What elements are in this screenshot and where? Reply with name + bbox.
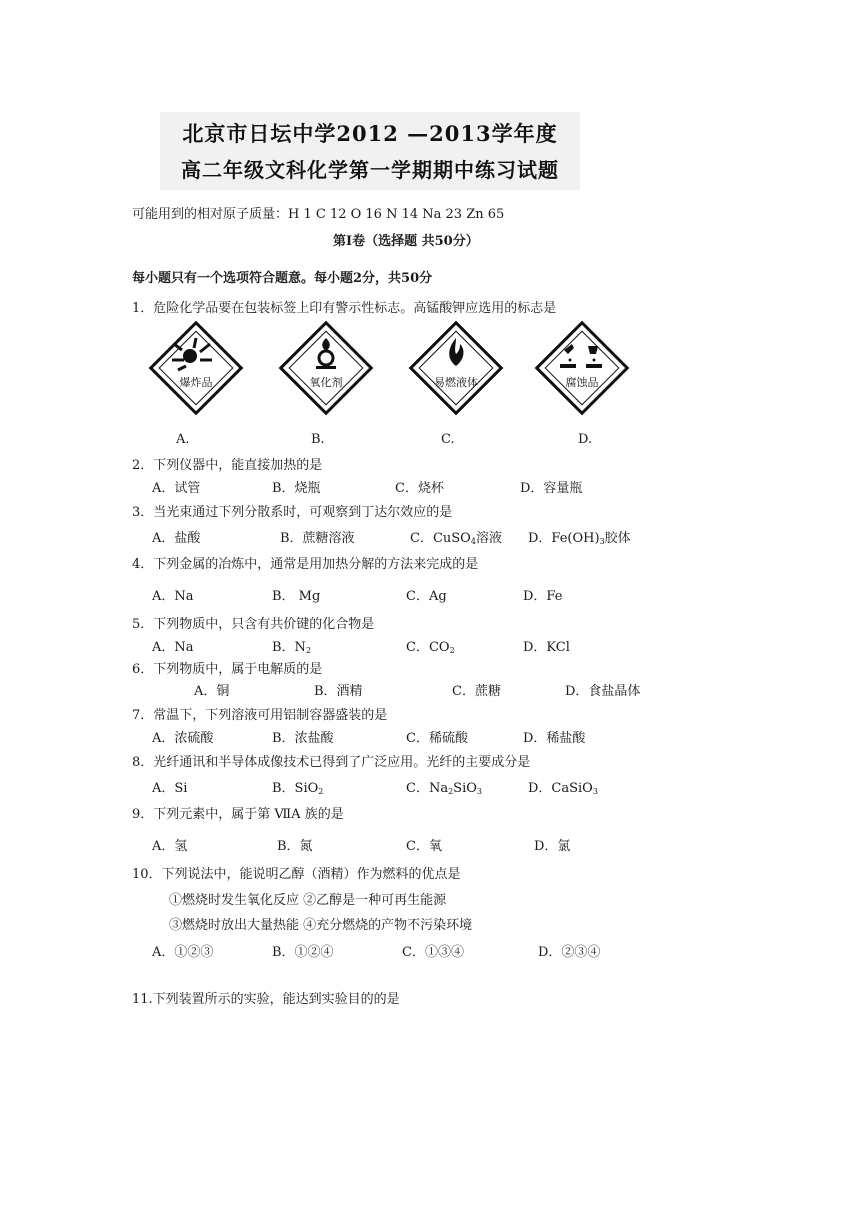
flammable-liquid-sign bbox=[408, 320, 504, 416]
sign-label-corrosive: 腐蚀品 bbox=[565, 376, 599, 389]
q11-stem: 11.下列装置所示的实验，能达到实验目的的是 bbox=[132, 992, 400, 1007]
q6-option-c: C．蔗糖 bbox=[452, 684, 501, 699]
q3-d-subscript: 3 bbox=[599, 537, 605, 546]
q6-option-b: B．酒精 bbox=[314, 684, 363, 699]
q6-option-d: D．食盐晶体 bbox=[565, 684, 641, 699]
q10-stem: 10．下列说法中，能说明乙醇（酒精）作为燃料的优点是 bbox=[132, 867, 461, 882]
q8-option-b bbox=[272, 777, 323, 796]
title-banner bbox=[160, 112, 580, 190]
q7-option-c: C．稀硫酸 bbox=[406, 731, 468, 746]
corrosive-sign bbox=[534, 320, 630, 416]
q7-option-a: A．浓硫酸 bbox=[152, 731, 214, 746]
q8-c-subscript-1: 2 bbox=[448, 787, 454, 796]
q3-option-b: B．蔗糖溶液 bbox=[280, 531, 355, 546]
q3-option-c bbox=[410, 527, 502, 546]
q5-c-subscript: 2 bbox=[449, 646, 455, 655]
q10-option-a: A．①②③ bbox=[152, 945, 214, 960]
q10-option-c: C．①③④ bbox=[402, 945, 464, 960]
q8-b-subscript: 2 bbox=[318, 787, 324, 796]
corrosive-icon bbox=[534, 320, 630, 416]
q2-option-a: A．试管 bbox=[152, 481, 201, 496]
instructions: 每小题只有一个选项符合题意。每小题2分，共50分 bbox=[132, 271, 433, 286]
q4-option-b: B． Mg bbox=[272, 589, 321, 604]
q3-c-subscript: 4 bbox=[470, 537, 476, 546]
q6-stem: 6．下列物质中，属于电解质的是 bbox=[132, 662, 323, 677]
oxidizer-sign bbox=[278, 320, 374, 416]
q3-d-suffix: 胶体 bbox=[604, 531, 631, 546]
q4-option-d: D．Fe bbox=[523, 589, 563, 604]
q5-c-formula: C．CO bbox=[406, 640, 450, 655]
q5-option-b bbox=[272, 636, 311, 655]
q4-stem: 4．下列金属的冶炼中，通常是用加热分解的方法来完成的是 bbox=[132, 557, 479, 572]
q9-option-d: D．氯 bbox=[534, 839, 571, 854]
q9-option-a: A．氢 bbox=[152, 839, 188, 854]
q9-stem: 9．下列元素中，属于第 ⅦA 族的是 bbox=[132, 807, 344, 822]
q8-b-formula: B．SiO bbox=[272, 781, 319, 796]
q10-option-d: D．②③④ bbox=[538, 945, 601, 960]
q6-option-a: A．铜 bbox=[194, 684, 230, 699]
q1-option-c: C. bbox=[441, 432, 455, 447]
q2-stem: 2．下列仪器中，能直接加热的是 bbox=[132, 458, 323, 473]
q3-option-d bbox=[528, 527, 631, 546]
q8-d-formula: D．CaSiO bbox=[528, 781, 593, 796]
q1-option-d: D. bbox=[578, 432, 593, 447]
explosive-icon bbox=[148, 320, 244, 416]
sign-label-oxidizer: 氧化剂 bbox=[309, 376, 343, 389]
q8-stem: 8．光纤通讯和半导体成像技术已得到了广泛应用。光纤的主要成分是 bbox=[132, 755, 531, 770]
q3-c-suffix: 溶液 bbox=[475, 531, 502, 546]
q3-stem: 3．当光束通过下列分散系时，可观察到丁达尔效应的是 bbox=[132, 505, 453, 520]
q9-option-c: C．氧 bbox=[406, 839, 442, 854]
q9-option-b: B．氮 bbox=[277, 839, 313, 854]
atomic-masses: 可能用到的相对原子质量：H 1 C 12 O 16 N 14 Na 23 Zn 65 bbox=[132, 207, 505, 222]
q2-option-b: B．烧瓶 bbox=[272, 481, 321, 496]
q8-c-formula-mid: SiO bbox=[453, 781, 477, 796]
q8-option-d bbox=[528, 777, 598, 796]
q1-stem: 1．危险化学品要在包装标签上印有警示性标志。高锰酸钾应选用的标志是 bbox=[132, 301, 557, 316]
sign-label-explosive: 爆炸品 bbox=[179, 376, 213, 389]
title-line-1: 北京市日坛中学2012 —2013学年度 bbox=[182, 121, 558, 146]
q8-option-c bbox=[406, 777, 482, 796]
q4-option-a: A．Na bbox=[152, 589, 194, 604]
q8-d-subscript: 3 bbox=[592, 787, 598, 796]
q10-statements-line-2: ③燃烧时放出大量热能 ④充分燃烧的产物不污染环境 bbox=[169, 918, 473, 933]
q1-option-a: A. bbox=[176, 432, 190, 447]
q8-option-a: A．Si bbox=[152, 781, 188, 796]
q5-option-c bbox=[406, 636, 455, 655]
q2-option-d: D．容量瓶 bbox=[520, 481, 583, 496]
q3-d-formula: D．Fe(OH) bbox=[528, 531, 600, 546]
section-title: 第Ⅰ卷（选择题 共50分） bbox=[333, 234, 479, 249]
q8-c-subscript-2: 3 bbox=[476, 787, 482, 796]
title-line-2: 高二年级文科化学第一学期期中练习试题 bbox=[181, 158, 559, 182]
q5-b-formula: B．N bbox=[272, 640, 306, 655]
oxidizer-icon bbox=[278, 320, 374, 416]
sign-label-flammable: 易燃液体 bbox=[434, 376, 478, 389]
q10-statements-line-1: ①燃烧时发生氧化反应 ②乙醇是一种可再生能源 bbox=[169, 893, 447, 908]
explosive-sign bbox=[148, 320, 244, 416]
q2-option-c: C．烧杯 bbox=[395, 481, 444, 496]
q5-option-d: D．KCl bbox=[523, 640, 570, 655]
q10-option-b: B．①②④ bbox=[272, 945, 334, 960]
q7-option-d: D．稀盐酸 bbox=[523, 731, 586, 746]
q7-stem: 7．常温下，下列溶液可用铝制容器盛装的是 bbox=[132, 708, 388, 723]
q5-option-a: A．Na bbox=[152, 640, 194, 655]
q7-option-b: B．浓盐酸 bbox=[272, 731, 334, 746]
q4-option-c: C．Ag bbox=[406, 589, 447, 604]
q3-option-a: A．盐酸 bbox=[152, 531, 201, 546]
q5-b-subscript: 2 bbox=[305, 646, 312, 655]
q3-c-formula: C．CuSO bbox=[410, 531, 471, 546]
flame-icon bbox=[408, 320, 504, 416]
q8-c-formula: C．Na bbox=[406, 781, 449, 796]
q1-option-b: B. bbox=[311, 432, 325, 447]
q5-stem: 5．下列物质中，只含有共价键的化合物是 bbox=[132, 617, 375, 632]
